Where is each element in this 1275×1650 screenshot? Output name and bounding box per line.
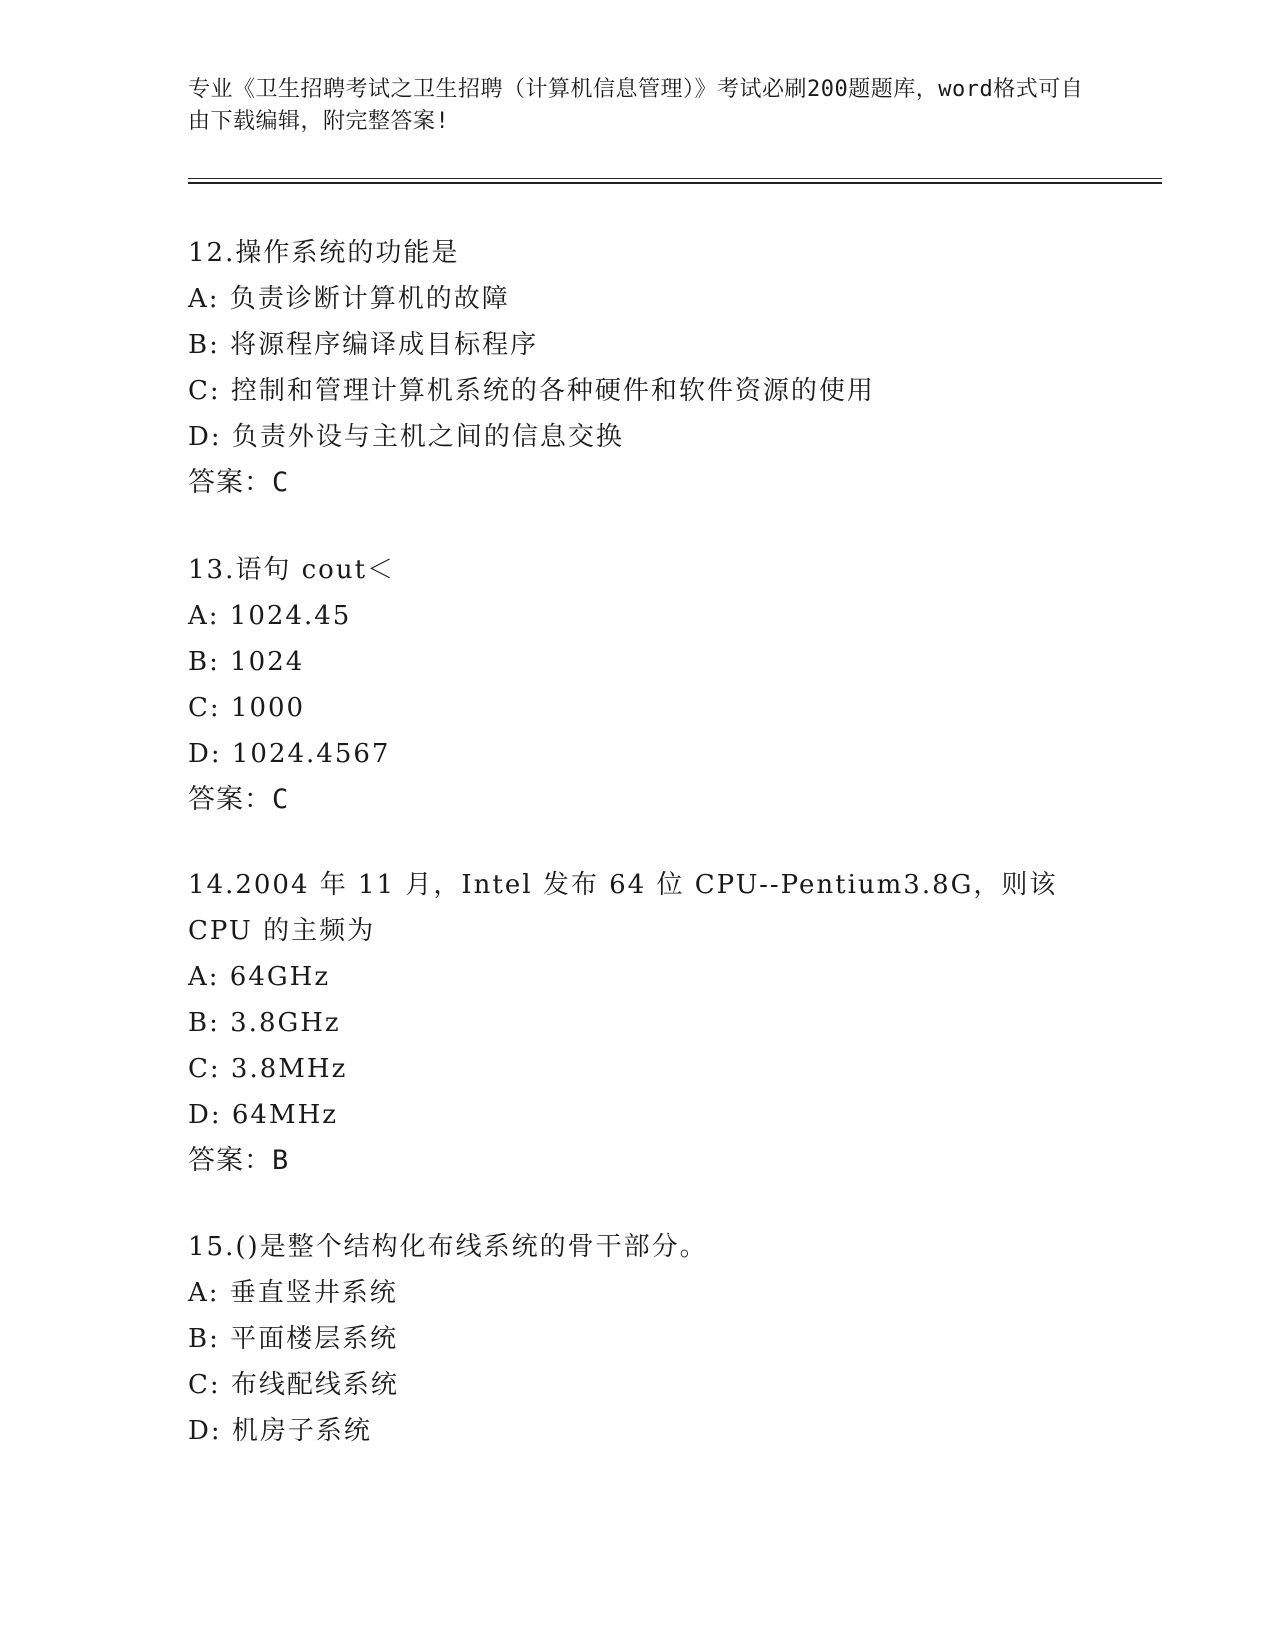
question-stem: 14.2004 年 11 月，Intel 发布 64 位 CPU--Pentium3.8G，则该 CPU 的主频为 [188,870,1058,946]
option-d: D: 负责外设与主机之间的信息交换 [188,422,624,452]
answer-value: C [272,467,290,498]
option-d: D: 64MHz [188,1100,338,1130]
question-stem: 12.操作系统的功能是 [188,238,460,268]
option-a: A: 1024.45 [188,601,352,631]
option-b: B: 1024 [188,647,305,677]
answer-value: B [272,1145,290,1176]
option-b: B: 平面楼层系统 [188,1324,399,1354]
answer-value: C [272,784,290,815]
header-divider [188,178,1162,184]
question-15 [188,1224,1188,1454]
answer-label: 答案： [188,784,272,815]
answer-label: 答案： [188,1145,272,1176]
question-12 [188,230,1188,506]
option-a: A: 64GHz [188,962,331,992]
question-stem: 13.语句 cout＜ [188,555,396,585]
question-14 [188,862,1188,1184]
option-d: D: 机房子系统 [188,1416,372,1446]
option-d: D: 1024.4567 [188,739,391,769]
document-header: 专业《卫生招聘考试之卫生招聘（计算机信息管理）》考试必刷200题题库，word格式可自由下载编辑，附完整答案! [188,77,1084,134]
answer-line [188,777,1188,823]
answer-line [188,460,1188,506]
option-c: C: 3.8MHz [188,1054,348,1084]
option-a: A: 垂直竖井系统 [188,1278,398,1308]
answer-label: 答案： [188,467,272,498]
option-c: C: 控制和管理计算机系统的各种硬件和软件资源的使用 [188,376,875,406]
answer-line [188,1138,1188,1184]
option-b: B: 3.8GHz [188,1008,341,1038]
option-c: C: 布线配线系统 [188,1370,399,1400]
question-stem: 15.()是整个结构化布线系统的骨干部分。 [188,1232,708,1262]
question-13 [188,547,1188,823]
option-b: B: 将源程序编译成目标程序 [188,330,539,360]
option-c: C: 1000 [188,693,306,723]
option-a: A: 负责诊断计算机的故障 [188,284,510,314]
